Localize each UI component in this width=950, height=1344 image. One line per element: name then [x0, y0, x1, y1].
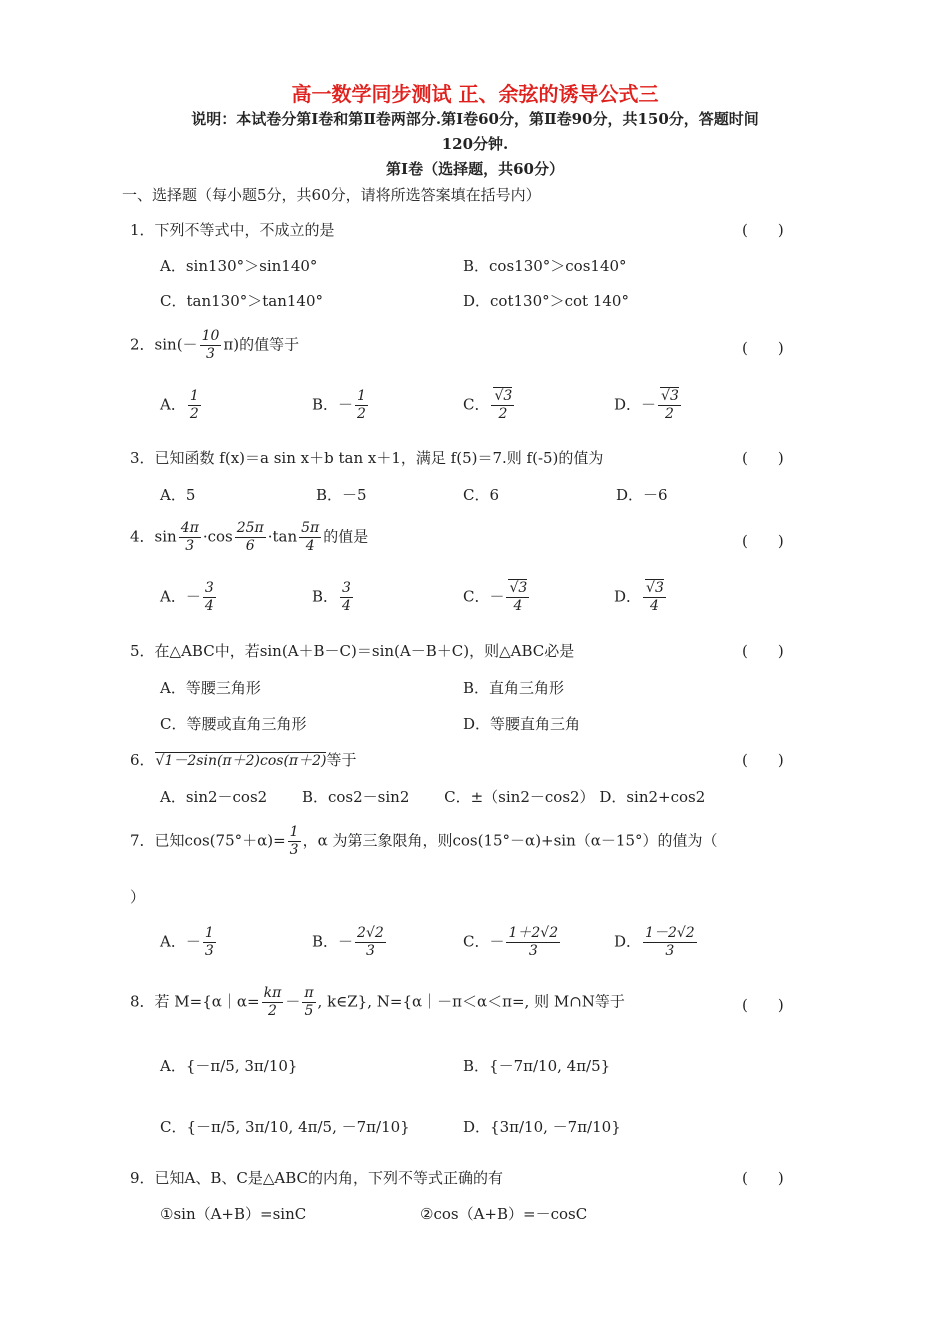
section1-heading: 一、选择题（每小题5分，共60分，请将所选答案填在括号内） [122, 186, 541, 204]
q3-option-d: D．－6 [616, 486, 668, 504]
q6-options: A．sin2－cos2 B．cos2－sin2 C．±（sin2－cos2） D．sin2+cos2 [160, 788, 706, 806]
q5-option-b: B．直角三角形 [463, 679, 565, 697]
q4-answer-paren: ( ) [742, 532, 784, 550]
q3-stem: 3．已知函数 f(x)＝a sin x＋b tan x＋1，满足 f(5)＝7.则 f(-5)的值为 [130, 449, 604, 467]
q7-option-a: A．－ $\frac{1}{3}$ [160, 925, 214, 959]
q1-option-a: A．sin130°＞sin140° [160, 257, 318, 275]
q7-stem: 7．已知cos(75°＋α)= $\frac{1}{3}$ ，α 为第三象限角，则cos(15°－α)+sin（α－15°）的值为（ [130, 824, 718, 858]
q4-option-c: C．－ √ $\frac{3}{4}$ [463, 580, 531, 615]
q7-option-d: D． $\frac{1-2√2}{3}$ [614, 925, 695, 959]
q8-option-a: A．{－π/5, 3π/10} [160, 1057, 298, 1075]
q4-option-a: A．－ $\frac{3}{4}$ [160, 580, 214, 614]
q3-option-b: B．－5 [316, 486, 367, 504]
q5-option-a: A．等腰三角形 [160, 679, 261, 697]
q9-answer-paren: ( ) [742, 1169, 784, 1187]
q4-option-d: D． √ $\frac{3}{4}$ [614, 580, 668, 615]
q5-option-d: D．等腰直角三角 [463, 715, 581, 733]
q2-answer-paren: ( ) [742, 339, 784, 357]
part1-title: 第Ⅰ卷（选择题，共60分） [386, 160, 564, 178]
exam-note-line1: 说明：本试卷分第Ⅰ卷和第Ⅱ卷两部分.第Ⅰ卷60分，第Ⅱ卷90分，共150分，答题时间 [191, 110, 759, 128]
q1-option-d: D．cot130°＞cot 140° [463, 292, 629, 310]
q3-answer-paren: ( ) [742, 449, 784, 467]
q1-option-b: B．cos130°＞cos140° [463, 257, 627, 275]
q8-option-b: B．{－7π/10, 4π/5} [463, 1057, 611, 1075]
q2-option-d: D．－ √ $\frac{3}{2}$ [614, 388, 683, 423]
q2-option-b: B．－ $\frac{1}{2}$ [312, 388, 366, 422]
q3-option-a: A．5 [160, 486, 196, 504]
q2-option-a: A． $\frac{1}{2}$ [160, 388, 199, 422]
page-title: 高一数学同步测试 正、余弦的诱导公式三 [291, 82, 659, 106]
q7-option-b: B．－ $\frac{2√2}{3}$ [312, 925, 384, 959]
q1-answer-paren: ( ) [742, 221, 784, 239]
q9-item-1: ①sin（A+B）=sinC [160, 1205, 307, 1223]
q6-stem: 6．√ 1－2sin(π＋2)cos(π＋2)等于 [130, 749, 357, 770]
q4-option-b: B． $\frac{3}{4}$ [312, 580, 351, 614]
q8-answer-paren: ( ) [742, 996, 784, 1014]
exam-note-line2: 120分钟. [441, 135, 509, 153]
q5-answer-paren: ( ) [742, 642, 784, 660]
q8-option-d: D．{3π/10, －7π/10} [463, 1118, 621, 1136]
q5-option-c: C．等腰或直角三角形 [160, 715, 307, 733]
q2-stem: 2．sin(－ $\frac{10}{3}$ π)的值等于 [130, 328, 300, 362]
q4-stem: 4．sin $\frac{4\pi}{3}$ ·cos $\frac{25\pi}{6}$ ·tan $\frac{5\pi}{4}$ 的值是 [130, 520, 369, 554]
q8-stem: 8．若 M={α｜α= $\frac{k\pi}{2}$ － $\frac{\pi}{5}$ , k∈Z}, N={α｜－π＜α＜π=, 则 M∩N等于 [130, 985, 625, 1019]
q6-answer-paren: ( ) [742, 751, 784, 769]
q8-option-c: C．{－π/5, 3π/10, 4π/5, －7π/10} [160, 1118, 410, 1136]
q7-stem-continuation: ） [130, 888, 146, 906]
q3-option-c: C．6 [463, 486, 500, 504]
q1-stem: 1．下列不等式中，不成立的是 [130, 221, 335, 239]
q9-stem: 9．已知A、B、C是△ABC的内角，下列不等式正确的有 [130, 1169, 504, 1187]
q9-item-2: ②cos（A+B）=－cosC [420, 1205, 588, 1223]
q1-option-c: C．tan130°＞tan140° [160, 292, 324, 310]
q7-option-c: C．－ $\frac{1+2√2}{3}$ [463, 925, 559, 959]
q2-option-c: C． √ $\frac{3}{2}$ [463, 388, 516, 423]
q5-stem: 5．在△ABC中，若sin(A＋B－C)＝sin(A－B＋C)，则△ABC必是 [130, 642, 575, 660]
